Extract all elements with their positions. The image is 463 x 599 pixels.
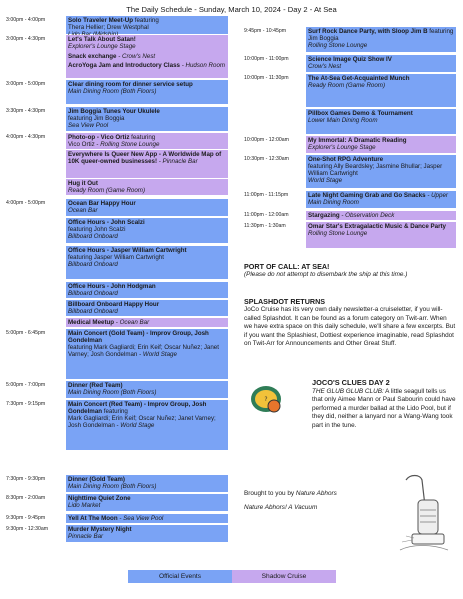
event-title: Let's Talk About Satan! [68,36,136,43]
event-title: Billboard Onboard Happy Hour [68,301,160,308]
event-title: Nighttime Quiet Zone [68,495,131,502]
event-performers: Mark Gagliardi; Erin Keif; Oscar Nuñez; Janet Varney; Josh Gondelman - World Stage [68,415,216,429]
event-location: - Observation Deck [339,212,395,219]
clues-badge-icon [250,384,284,414]
vacuum-illustration [392,470,452,560]
event-time: 4:00pm - 4:30pm [6,134,46,140]
event-time: 3:00pm - 5:00pm [6,81,46,87]
event-location: - Pinnacle Bar [157,158,198,165]
clues-text: A little seagull tells us that only Aimee Mann or Paul Sabourin could have performed a murder ballad at the Lido Pool, but if they did, neither a lanyard nor a Wang-Wang took part in the tune. [312,388,456,429]
splashdot-heading: SPLASHDOT RETURNS [244,297,326,306]
event-location: - Ocean Bar [114,319,150,326]
event-featuring: featuring [129,134,156,141]
event-block[interactable] [306,191,456,208]
event-title: The At-Sea Get-Acquainted Munch [308,75,410,82]
event-performers: featuring Mark Gagliardi; Erin Keif; Oscar Nuñez; Janet Varney; Josh Gondelman - World Stage [68,344,219,358]
event-featuring: featuring [102,408,128,415]
clues-lead: THE GLUB GLUB CLUB: [312,388,384,395]
event-time: 7:30pm - 9:15pm [6,401,46,407]
splashdot-section [244,298,456,348]
event-time: 5:00pm - 6:45pm [6,330,46,336]
event-block[interactable] [306,155,456,188]
event-block[interactable] [66,35,228,52]
event-block[interactable] [66,381,228,398]
event-block[interactable] [66,246,228,279]
svg-text:?: ? [264,396,268,403]
page-title: The Daily Schedule - Sunday, March 10, 2024 - Day 2 - At Sea [126,5,337,14]
event-title: Office Hours - John Hodgman [68,283,156,290]
event-location: Explorer's Lounge Stage [308,144,376,151]
event-title: Main Concert (Red Team) - Improv Group, Josh Gondelman [68,401,207,415]
event-time: 8:30pm - 2:00am [6,495,46,501]
event-performers: featuring Jim Boggia [68,115,125,122]
event-time: 5:00pm - 7:00pm [6,382,46,388]
event-performers: featuring John Scalzi [68,226,126,233]
event-time: 9:30pm - 9:45pm [6,515,46,521]
event-time: 10:00pm - 11:00pm [244,56,289,62]
sponsor-section [244,490,394,513]
event-location: Main Dining Room (Both Floors) [68,483,157,490]
event-location: Explorer's Lounge Stage [68,43,136,50]
port-of-call-section [244,263,456,280]
legend-official: Official Events [128,570,232,583]
event-title: Late Night Gaming Grab and Go Snacks [308,192,426,199]
event-title: Ocean Bar Happy Hour [68,200,136,207]
event-location: Ready Room (Game Room) [68,187,146,194]
event-title: My Immortal: A Dramatic Reading [308,137,407,144]
event-title: Medical Meetup [68,319,115,326]
event-time: 11:00pm - 12:00am [244,212,289,218]
event-location: - Sea View Pool [117,515,164,522]
clues-body [312,388,456,430]
event-block[interactable] [66,80,228,104]
event-title: Snack exchange [68,53,117,60]
event-location: World Stage [142,351,177,358]
event-block[interactable] [66,329,228,379]
event-featuring: featuring [133,17,159,24]
event-time: 3:30pm - 4:30pm [6,108,46,114]
event-location: Ocean Bar [68,207,98,214]
event-block[interactable] [66,52,228,61]
event-title: Science Image Quiz Show IV [308,56,392,63]
event-block[interactable] [306,222,456,248]
event-title: Hug it Out [68,180,98,187]
event-location: World Stage [308,177,343,184]
event-title: Surf Rock Dance Party, with Sloop Jim B [308,28,428,35]
event-block[interactable] [306,109,456,134]
port-of-call-heading: PORT OF CALL: AT SEA! [244,262,330,271]
event-block[interactable] [306,211,456,220]
event-time: 10:00pm - 11:30pm [244,75,289,81]
event-block[interactable] [66,107,228,131]
event-block[interactable] [66,494,228,511]
event-time: 11:00pm - 11:15pm [244,192,289,198]
event-time: 9:30pm - 12:30am [6,526,49,532]
event-block[interactable] [306,136,456,153]
event-location: - Crow's Nest [116,53,156,60]
event-block[interactable] [66,16,228,34]
event-location: Rolling Stone Lounge [308,42,368,49]
event-block[interactable] [66,150,228,178]
event-block[interactable] [306,74,456,107]
event-block[interactable] [306,27,456,52]
event-title: Murder Mystery Night [68,526,132,533]
event-title: Yell At The Moon [68,515,118,522]
event-block[interactable] [66,61,228,78]
event-block[interactable] [66,218,228,243]
event-location: Billboard Onboard [68,290,118,297]
sponsor-line-2: Nature Abhors! A Vacuum [244,504,318,512]
event-location: Crow's Nest [308,63,342,70]
event-time: 9:45pm - 10:45pm [244,28,287,34]
event-block[interactable] [66,475,228,492]
event-time: 10:30pm - 12:30am [244,156,289,162]
event-block[interactable] [66,514,228,523]
event-time: 7:30pm - 9:30pm [6,476,46,482]
sponsor-line-1: Brought to you by Nature Abhors [244,490,337,497]
event-title: Pillbox Games Demo & Tournament [308,110,413,117]
event-location: Main Dining Room (Both Floors) [68,389,157,396]
event-performers: featuring Jasper William Cartwright [68,254,164,261]
event-title: Solo Traveler Meet-Up [68,17,133,24]
event-location: Rolling Stone Lounge [308,230,368,237]
event-location: Billboard Onboard [68,308,118,315]
event-location: Billboard Onboard [68,261,118,268]
event-title: AcroYoga Jam and Introductory Class [68,62,180,69]
event-title: Jim Boggia Tunes Your Ukulele [68,108,160,115]
event-performers: featuring Ally Beardsley; Jasmine Bhullar; Jasper William Cartwright [308,163,443,177]
event-block[interactable] [306,55,456,72]
event-location: Pinnacle Bar [68,533,104,540]
event-block[interactable] [66,179,228,195]
event-block[interactable] [66,133,228,149]
event-title: Main Concert (Gold Team) - Improv Group, Josh Gondelman [68,330,209,344]
event-location: - Upper Main Dining Room [308,192,448,206]
event-time: 3:00pm - 4:00pm [6,17,46,23]
event-title: Office Hours - John Scalzi [68,219,145,226]
left-schedule-column [6,0,228,560]
event-location: Sea View Pool [68,122,109,129]
event-location: Billboard Onboard [68,233,118,240]
event-title: Office Hours - Jasper William Cartwright [68,247,187,254]
event-location: Main Dining Room (Both Floors) [68,88,157,95]
event-performers: Vico Ortiz - Rolling Stone Lounge [68,141,160,148]
event-time: 4:00pm - 5:00pm [6,200,46,206]
event-featuring: featuring Jim Boggia [308,28,454,42]
event-location: Lido Market [68,502,101,509]
event-title: Everywhere Is Queer New App - A Worldwide Map of 10K queer-owned businesses! [68,151,222,165]
event-time: 10:00pm - 12:00am [244,137,289,143]
event-time: 11:30pm - 1:30am [244,223,286,229]
event-title: Clear dining room for dinner service setup [68,81,193,88]
event-location: Ready Room (Game Room) [308,82,386,89]
event-title: Dinner (Red Team) [68,382,123,389]
right-schedule-column [244,0,456,260]
event-title: Photo-op - Vico Ortiz [68,134,130,141]
event-performers: Thera Hellier; Drew Westphal [68,24,149,31]
event-block[interactable] [66,282,228,298]
clues-heading: JOCO'S CLUES DAY 2 [312,378,390,387]
event-block[interactable] [66,199,228,216]
sponsor-name: Nature Abhors [295,490,337,497]
event-title: One-Shot RPG Adventure [308,156,384,163]
event-block[interactable] [66,300,228,316]
event-title: Omar Star's Extragalactic Music & Dance Party [308,223,447,230]
event-block[interactable] [66,525,228,542]
event-block[interactable] [66,400,228,450]
event-location: Rolling Stone Lounge [100,141,160,148]
event-location: - Hudson Room [179,62,226,69]
event-location: World Stage [120,422,155,429]
event-title: Stargazing [308,212,340,219]
event-location: Lower Main Dining Room [308,117,378,124]
splashdot-body: JoCo Cruise has its very own daily newsletter-a cruiseletter, if you will-called Splashdot. It can be found as a forum category on Twit-arr. When we have extra space on this daily schedule, we'll share a few excerpts. But if you want the Splashiest, Dottiest experience imaginable, read Splashdot on Twit-Arr for Announcements and Other Great Stuff. [244,306,456,348]
event-title: Dinner (Gold Team) [68,476,125,483]
port-of-call-note: (Please do not attempt to disembark the ship at this time.) [244,271,408,279]
event-time: 3:00pm - 4:30pm [6,36,46,42]
legend-shadow: Shadow Cruise [232,570,336,583]
event-block[interactable] [66,318,228,327]
